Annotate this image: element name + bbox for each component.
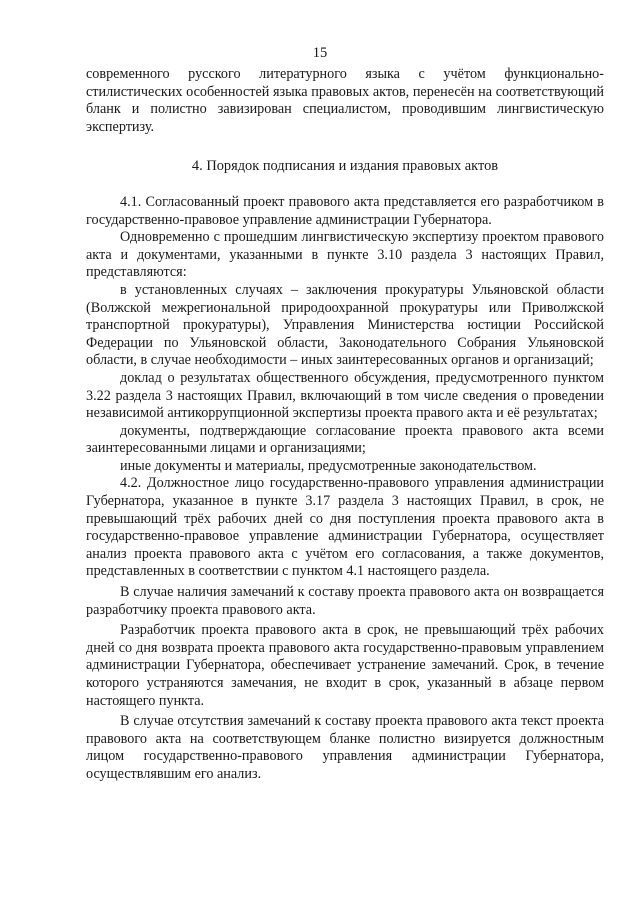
paragraph-remarks-return: В случае наличия замечаний к составу проекта правового акта он возвращается разработчику проекта правового акта. [86, 584, 604, 618]
paragraph-remarks-fix: Разработчик проекта правового акта в срок, не превышающий трёх рабочих дней со дня возврата проекта правового акта государственно-правовым управлением администрации Губернатора, обеспечивает устранение замечаний. Срок, в течение которого устраняются замечания, не входит в срок, указанный в абзаце первом настоящего пункта. [86, 622, 604, 709]
list-item-conclusions: в установленных случаях – заключения прокуратуры Ульяновской области (Волжской межрегиональной природоохранной прокуратуры или Приволжской транспортной прокуратуры), Управления Министерства юстиции Российской Федерации по Ульяновской области, Законодательного Собрания Ульяновской области, в случае необходимости – иных заинтересованных органов и организаций; [86, 281, 604, 369]
paragraph-simultaneously: Одновременно с прошедшим лингвистическую экспертизу проектом правового акта и документами, указанными в пункте 3.10 раздела 3 настоящих Правил, представляются: [86, 229, 604, 281]
paragraph-continued: современного русского литературного языка с учётом функционально-стилистических особенностей языка правовых актов, перенесён на соответствующий бланк и полистно завизирован специалистом, проводившим лингвистическую экспертизу. [86, 66, 604, 135]
page-number: 15 [312, 45, 328, 61]
list-item-approval-documents: документы, подтверждающие согласование проекта правового акта всеми заинтересованными лицами и организациями; [86, 422, 604, 457]
section-heading: 4. Порядок подписания и издания правовых актов [191, 158, 499, 175]
list-item-report: доклад о результатах общественного обсуждения, предусмотренного пунктом 3.22 раздела 3 настоящих Правил, включающий в том числе сведения о проведении независимой антикоррупционной экспертизы проекта правого акта и её результатах; [86, 369, 604, 422]
paragraph-4-2: 4.2. Должностное лицо государственно-правового управления администрации Губернатора, указанное в пункте 3.17 раздела 3 настоящих Правил, в срок, не превышающий трёх рабочих дней со дня поступления проекта правового акта в государственно-правовое управление администрации Губернатора, осуществляет анализ проекта правового акта с учётом его согласования, а также документов, представленных в соответствии с пунктом 4.1 настоящего раздела. [86, 475, 604, 580]
document-body [86, 66, 604, 784]
list-item-other-documents: иные документы и материалы, предусмотренные законодательством. [120, 457, 537, 474]
paragraph-no-remarks: В случае отсутствия замечаний к составу проекта правового акта текст проекта правового акта на соответствующем бланке полистно визируется должностным лицом государственно-правового управления администрации Губернатора, осуществлявшим его анализ. [86, 713, 604, 782]
paragraph-4-1: 4.1. Согласованный проект правового акта представляется его разработчиком в государственно-правовое управление администрации Губернатора. [86, 193, 604, 228]
